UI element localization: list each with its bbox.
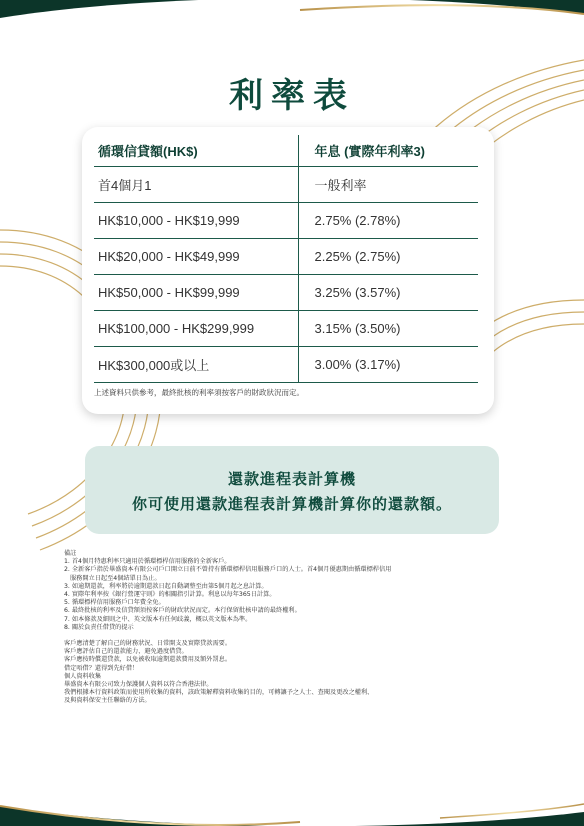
- calculator-subtitle[interactable]: 你可使用還款進程表計算機計算你的還款額。: [131, 495, 452, 513]
- table-row: [94, 346, 478, 382]
- lending-reminder: 借定唔借？還得到先好借！: [64, 664, 139, 672]
- table-header-row: [94, 135, 478, 166]
- rate-cell: 一般利率: [298, 166, 478, 202]
- table-row: [94, 274, 478, 310]
- amount-cell: HK$10,000 - HK$19,999: [94, 202, 298, 238]
- column-header-amount: 循環信貸額(HK$): [94, 135, 298, 166]
- privacy-text: 及與資料保安主任聯絡的方法。: [64, 697, 151, 705]
- amount-cell: HK$20,000 - HK$49,999: [94, 238, 298, 274]
- remark-item: 2. 全新客戶指於畢盛資本有限公司戶口開立日前不曾持有循環標桿信用服務戶口的人士。首4個月優惠期由循環標桿信用: [64, 566, 392, 574]
- page-title: 利率表: [229, 76, 355, 116]
- rate-cell: 3.25% (3.57%): [298, 274, 478, 310]
- remark-item: 1. 首4個月特惠利率只適用於循環標桿信用服務的全新客戶。: [64, 558, 231, 566]
- lending-reminder: 客戶應按時償還貸款，以免被收取逾期還款費用及額外罰息。: [64, 656, 232, 664]
- amount-cell: HK$100,000 - HK$299,999: [94, 310, 298, 346]
- remark-item: 3. 如逾期還款，利率將於逾期還款日起自動調整至由第5個月起之息計算。: [64, 582, 268, 590]
- rate-table: [94, 135, 478, 383]
- remark-item: 7. 如本條款及細則之中、英文版本有任何歧義，概以英文版本為準。: [64, 615, 252, 623]
- table-row: [94, 202, 478, 238]
- calculator-link-box[interactable]: [85, 446, 499, 534]
- lending-reminder: 客戶應評估自己的還款能力，避免過度借貸。: [64, 648, 188, 656]
- rate-cell: 3.00% (3.17%): [298, 346, 478, 382]
- remark-item: 8. 關於負責任借貸的提示: [64, 623, 134, 631]
- remarks-heading: 備註: [64, 550, 77, 557]
- table-row: [94, 310, 478, 346]
- amount-cell: HK$50,000 - HK$99,999: [94, 274, 298, 310]
- calculator-title[interactable]: 還款進程表計算機: [227, 470, 356, 488]
- rate-disclaimer: 上述資料只供參考，最終批核的利率須按客戶的財政狀況而定。: [94, 388, 304, 397]
- remark-item: 6. 最終批核的利率及信貸額須按客戶的財政狀況而定。本行保留批核申請的最終權利。: [64, 607, 301, 615]
- privacy-heading: 個人資料收集: [64, 672, 102, 680]
- remarks-section: [64, 550, 512, 706]
- rate-cell: 3.15% (3.50%): [298, 310, 478, 346]
- rate-card: [82, 127, 494, 414]
- rate-cell: 2.25% (2.75%): [298, 238, 478, 274]
- column-header-rate: 年息 (實際年利率3): [298, 135, 478, 166]
- remark-item: 5. 循環標桿信用服務戶口年費全免。: [64, 599, 165, 607]
- spacer: [64, 632, 512, 640]
- amount-cell: HK$300,000或以上: [94, 346, 298, 382]
- amount-cell: 首4個月1: [94, 166, 298, 202]
- lending-reminder: 客戶應清楚了解自己的財務狀況、日常開支及實際貸款需要。: [64, 640, 232, 648]
- remark-item: 4. 實際年利率按《銀行營運守則》的相關指引計算。利息以每年365日計算。: [64, 591, 276, 599]
- remark-item: 服務開立日起至4個結單日為止。: [70, 574, 161, 582]
- table-row: [94, 166, 478, 202]
- rate-cell: 2.75% (2.78%): [298, 202, 478, 238]
- privacy-text: 我們根據本行資料政策而使用所收集的資料，該政策解釋資料收集的目的，可轉讓予之人士、查閱及更改之權利、: [64, 689, 374, 697]
- table-row: [94, 238, 478, 274]
- privacy-text: 畢盛資本有限公司致力保護個人資料以符合香港法律。: [64, 681, 213, 689]
